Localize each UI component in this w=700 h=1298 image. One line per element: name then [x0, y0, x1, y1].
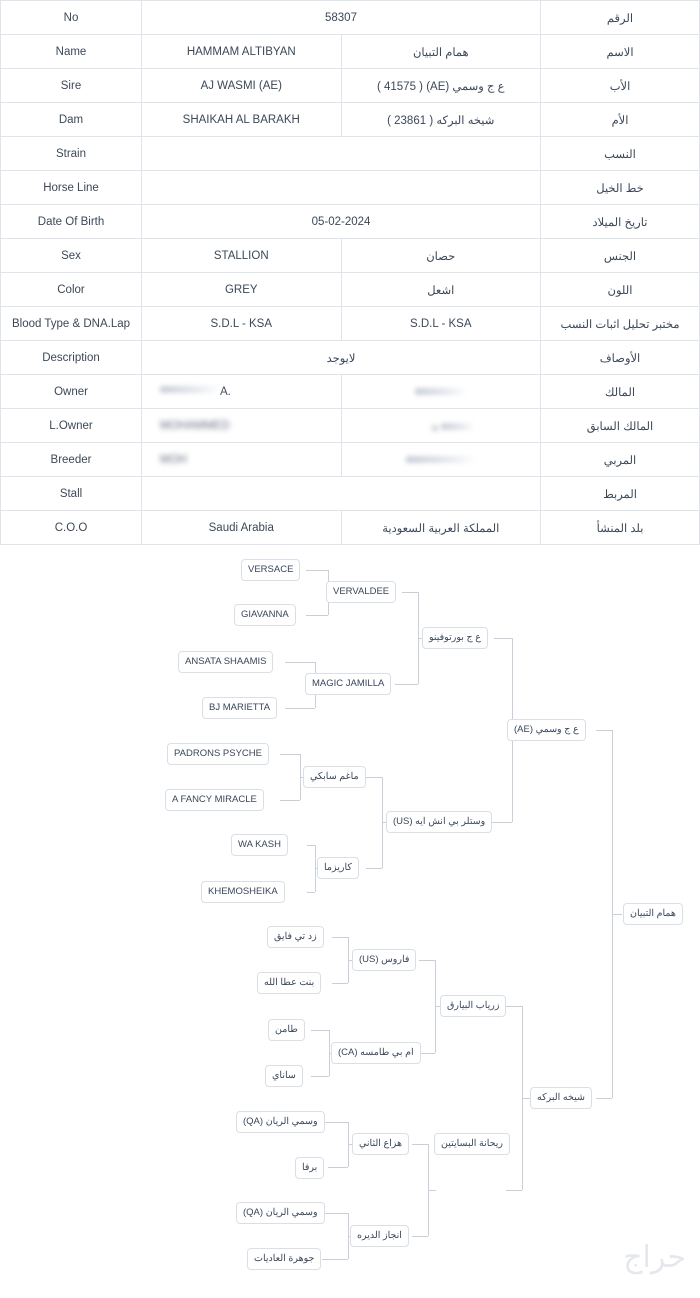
tree-connector [612, 914, 622, 915]
table-row [1, 137, 700, 171]
row-label-en: Strain [1, 137, 142, 171]
tree-connector [366, 777, 382, 778]
pedigree-tree [0, 545, 700, 1285]
pedigree-node: A FANCY MIRACLE [165, 789, 264, 811]
row-label-en: Owner [1, 375, 142, 409]
row-value-ar: حصان [341, 239, 541, 273]
row-label-en: C.O.O [1, 511, 142, 545]
row-value [142, 137, 541, 171]
tree-connector [492, 822, 512, 823]
pedigree-node: ع ج بورتوفينو [422, 627, 488, 649]
row-label-en: Horse Line [1, 171, 142, 205]
pedigree-node: برفا [295, 1157, 324, 1179]
horse-info-table [0, 0, 700, 545]
pedigree-node: ماغم سابكي [303, 766, 366, 788]
table-row [1, 477, 700, 511]
row-label-ar: الأوصاف [541, 341, 700, 375]
row-value-ar: همام التبيان [341, 35, 541, 69]
row-label-en: Sire [1, 69, 142, 103]
row-value: 58307 [142, 1, 541, 35]
row-label-en: Color [1, 273, 142, 307]
tree-connector [285, 708, 315, 709]
pedigree-node: PADRONS PSYCHE [167, 743, 269, 765]
row-label-en: Name [1, 35, 142, 69]
redacted-lowner-name: MOHAMMED [160, 419, 230, 432]
redacted-owner-detail [160, 386, 220, 393]
pedigree-node: ساناي [265, 1065, 303, 1087]
row-label-en: Stall [1, 477, 142, 511]
tree-connector [332, 937, 348, 938]
tree-connector [395, 684, 418, 685]
tree-connector [332, 983, 348, 984]
tree-connector [307, 845, 315, 846]
table-row [1, 171, 700, 205]
row-value-en [142, 409, 342, 443]
table-row [1, 1, 700, 35]
row-label-ar: المالك السابق [541, 409, 700, 443]
row-label-en: Breeder [1, 443, 142, 477]
pedigree-node: ع ج وسمي (AE) [507, 719, 586, 741]
row-label-en: No [1, 1, 142, 35]
tree-connector [285, 662, 315, 663]
tree-connector [506, 1006, 522, 1007]
tree-connector [419, 1053, 435, 1054]
pedigree-node: كاريزما [317, 857, 359, 879]
tree-connector [419, 960, 435, 961]
tree-connector [307, 892, 315, 893]
row-label-ar: الأم [541, 103, 700, 137]
row-label-ar: المالك [541, 375, 700, 409]
row-label-ar: تاريخ الميلاد [541, 205, 700, 239]
row-value-en [142, 375, 342, 409]
table-row [1, 375, 700, 409]
row-value-ar [341, 443, 541, 477]
row-label-ar: الرقم [541, 1, 700, 35]
row-label-ar: الاسم [541, 35, 700, 69]
tree-connector [412, 1144, 428, 1145]
table-row [1, 205, 700, 239]
tree-connector [311, 1076, 329, 1077]
pedigree-root-node: همام التبيان [623, 903, 683, 925]
tree-connector [402, 592, 418, 593]
row-label-ar: النسب [541, 137, 700, 171]
tree-connector [280, 754, 300, 755]
table-row [1, 35, 700, 69]
row-value-ar: المملكة العربية السعودية [341, 511, 541, 545]
row-label-ar: مختبر تحليل اثبات النسب [541, 307, 700, 341]
pedigree-node: هزاع الثاني [352, 1133, 409, 1155]
tree-connector [322, 1259, 348, 1260]
table-row [1, 409, 700, 443]
tree-connector [280, 800, 300, 801]
pedigree-node: VERSACE [241, 559, 300, 581]
pedigree-node: زرياب البيارق [440, 995, 506, 1017]
pedigree-node: شيخه البركه [530, 1087, 592, 1109]
table-row [1, 273, 700, 307]
pedigree-node: انجاز الديره [350, 1225, 409, 1247]
row-label-en: Description [1, 341, 142, 375]
table-row [1, 69, 700, 103]
tree-connector [428, 1190, 436, 1191]
pedigree-node: وستلر بي انش ايه (US) [386, 811, 492, 833]
row-label-ar: بلد المنشأ [541, 511, 700, 545]
row-value-ar [341, 409, 541, 443]
pedigree-node: وسمي الريان (QA) [236, 1202, 325, 1224]
row-value-en: S.D.L - KSA [142, 307, 342, 341]
tree-connector [328, 1167, 348, 1168]
row-label-en: L.Owner [1, 409, 142, 443]
table-row [1, 103, 700, 137]
watermark-text: حراج [623, 1241, 686, 1274]
redacted-lowner-detail-ar [441, 423, 475, 430]
row-value: 05-02-2024 [142, 205, 541, 239]
table-row [1, 443, 700, 477]
tree-connector [311, 1030, 329, 1031]
row-label-en: Blood Type & DNA.Lap [1, 307, 142, 341]
row-value-en: STALLION [142, 239, 342, 273]
row-value-ar [341, 375, 541, 409]
pedigree-node: BJ MARIETTA [202, 697, 277, 719]
pedigree-node: زد تي فايق [267, 926, 324, 948]
pedigree-node: ريحانة البسايتين [434, 1133, 510, 1155]
row-value-en: HAMMAM ALTIBYAN [142, 35, 342, 69]
row-value-en: SHAIKAH AL BARAKH [142, 103, 342, 137]
row-value-en: Saudi Arabia [142, 511, 342, 545]
row-label-en: Date Of Birth [1, 205, 142, 239]
tree-connector [596, 730, 612, 731]
pedigree-node: GIAVANNA [234, 604, 296, 626]
pedigree-node: ام بي طامسه (CA) [331, 1042, 421, 1064]
pedigree-node: طامن [268, 1019, 305, 1041]
tree-connector [306, 615, 328, 616]
row-label-ar: المربط [541, 477, 700, 511]
row-label-en: Sex [1, 239, 142, 273]
row-label-ar: اللون [541, 273, 700, 307]
pedigree-node: فاروس (US) [352, 949, 416, 971]
tree-connector [412, 1236, 428, 1237]
table-row [1, 307, 700, 341]
table-row [1, 511, 700, 545]
row-value-ar: S.D.L - KSA [341, 307, 541, 341]
redacted-lowner-char: ه [432, 420, 439, 433]
pedigree-node: MAGIC JAMILLA [305, 673, 391, 695]
row-label-ar: خط الخيل [541, 171, 700, 205]
pedigree-node: WA KASH [231, 834, 288, 856]
table-row [1, 239, 700, 273]
row-value [142, 171, 541, 205]
pedigree-node: جوهرة العاديات [247, 1248, 321, 1270]
tree-connector [494, 638, 512, 639]
row-label-en: Dam [1, 103, 142, 137]
redacted-breeder-name: MOH [160, 453, 187, 466]
tree-connector [596, 1098, 612, 1099]
row-value-en [142, 443, 342, 477]
row-value [142, 477, 541, 511]
table-row [1, 341, 700, 375]
redacted-owner-detail-ar [415, 388, 467, 395]
owner-name-text: A. [220, 385, 231, 398]
pedigree-node: ANSATA SHAAMIS [178, 651, 273, 673]
tree-connector [306, 570, 328, 571]
row-label-ar: المربي [541, 443, 700, 477]
pedigree-node: KHEMOSHEIKA [201, 881, 285, 903]
row-value-ar: شيخه البركه ( 23861 ) [341, 103, 541, 137]
tree-connector [506, 1190, 522, 1191]
pedigree-node: بنت عطا الله [257, 972, 321, 994]
pedigree-node: وسمي الريان (QA) [236, 1111, 325, 1133]
row-label-ar: الأب [541, 69, 700, 103]
row-value-en: GREY [142, 273, 342, 307]
row-value: لايوجد [142, 341, 541, 375]
row-value-en: AJ WASMI (AE) [142, 69, 342, 103]
tree-connector [366, 868, 382, 869]
row-value-ar: اشعل [341, 273, 541, 307]
row-label-ar: الجنس [541, 239, 700, 273]
redacted-breeder-detail-ar [406, 456, 476, 463]
info-table-body [1, 1, 700, 545]
pedigree-node: VERVALDEE [326, 581, 396, 603]
row-value-ar: ع ج وسمي (AE) ( 41575 ) [341, 69, 541, 103]
